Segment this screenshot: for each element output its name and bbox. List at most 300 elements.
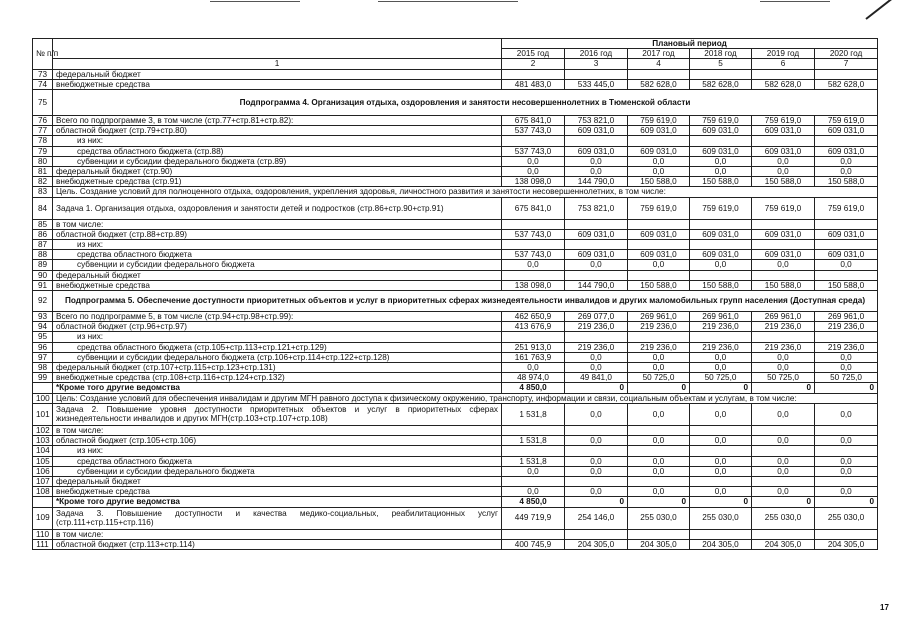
value-cell bbox=[502, 219, 565, 229]
value-cell: 48 974,0 bbox=[502, 373, 565, 383]
value-cell: 0 bbox=[815, 497, 878, 507]
value-cell: 0,0 bbox=[752, 352, 815, 362]
row-description: федеральный бюджет bbox=[53, 69, 502, 79]
row-description: внебюджетные средства bbox=[53, 487, 502, 497]
value-cell: 0,0 bbox=[628, 363, 690, 373]
value-cell bbox=[752, 446, 815, 456]
row-number: 76 bbox=[33, 116, 53, 126]
row-description: средства областного бюджета (стр.88) bbox=[53, 146, 502, 156]
value-cell: 0,0 bbox=[502, 167, 565, 177]
value-cell bbox=[502, 425, 565, 435]
value-cell: 150 588,0 bbox=[628, 177, 690, 187]
value-cell: 144 790,0 bbox=[565, 280, 628, 290]
value-cell bbox=[628, 240, 690, 250]
value-cell: 0,0 bbox=[752, 456, 815, 466]
value-cell: 759 619,0 bbox=[628, 197, 690, 219]
value-cell: 255 030,0 bbox=[628, 507, 690, 529]
value-cell: 219 236,0 bbox=[690, 342, 752, 352]
value-cell bbox=[628, 529, 690, 539]
value-cell: 0,0 bbox=[690, 466, 752, 476]
value-cell: 269 961,0 bbox=[628, 312, 690, 322]
budget-table bbox=[32, 38, 878, 550]
row-number: 82 bbox=[33, 177, 53, 187]
row-number: 91 bbox=[33, 280, 53, 290]
value-cell bbox=[565, 136, 628, 146]
value-cell: 609 031,0 bbox=[690, 126, 752, 136]
row-number bbox=[33, 497, 53, 507]
value-cell: 150 588,0 bbox=[690, 280, 752, 290]
value-cell: 0,0 bbox=[628, 456, 690, 466]
row-number: 99 bbox=[33, 373, 53, 383]
value-cell bbox=[565, 69, 628, 79]
row-number: 102 bbox=[33, 425, 53, 435]
value-cell: 582 628,0 bbox=[752, 79, 815, 89]
value-cell: 0,0 bbox=[628, 352, 690, 362]
value-cell: 759 619,0 bbox=[752, 197, 815, 219]
value-cell bbox=[690, 529, 752, 539]
value-cell: 0,0 bbox=[565, 456, 628, 466]
value-cell: 219 236,0 bbox=[815, 322, 878, 332]
value-cell: 0 bbox=[565, 383, 628, 393]
row-number: 98 bbox=[33, 363, 53, 373]
value-cell: 759 619,0 bbox=[690, 197, 752, 219]
column-number: 4 bbox=[628, 59, 690, 69]
value-cell: 0,0 bbox=[502, 487, 565, 497]
value-cell: 0,0 bbox=[565, 487, 628, 497]
value-cell bbox=[690, 219, 752, 229]
row-number: 97 bbox=[33, 352, 53, 362]
row-description: федеральный бюджет (стр.90) bbox=[53, 167, 502, 177]
subprogram-title: Подпрограмма 5. Обеспечение доступности приоритетных объектов и услуг в приоритетных сферах жизнедеятельности инвалидов и других маломобильных групп населения (Доступная среда) bbox=[53, 291, 878, 312]
value-cell: 609 031,0 bbox=[690, 146, 752, 156]
row-number: 92 bbox=[33, 291, 53, 312]
year-header: 2019 год bbox=[752, 49, 815, 59]
row-description: в том числе: bbox=[53, 425, 502, 435]
year-header: 2020 год bbox=[815, 49, 878, 59]
row-description: средства областного бюджета (стр.105+стр.113+стр.121+стр.129) bbox=[53, 342, 502, 352]
column-number: 2 bbox=[502, 59, 565, 69]
value-cell: 4 850,0 bbox=[502, 497, 565, 507]
value-cell bbox=[565, 332, 628, 342]
value-cell: 219 236,0 bbox=[565, 342, 628, 352]
value-cell: 138 098,0 bbox=[502, 280, 565, 290]
row-number: 111 bbox=[33, 539, 53, 549]
value-cell bbox=[815, 529, 878, 539]
value-cell: 609 031,0 bbox=[815, 250, 878, 260]
value-cell bbox=[628, 219, 690, 229]
value-cell: 609 031,0 bbox=[815, 146, 878, 156]
value-cell: 0,0 bbox=[690, 156, 752, 166]
value-cell: 0,0 bbox=[752, 403, 815, 425]
value-cell: 255 030,0 bbox=[815, 507, 878, 529]
value-cell: 0,0 bbox=[502, 156, 565, 166]
value-cell: 269 961,0 bbox=[815, 312, 878, 322]
value-cell: 753 821,0 bbox=[565, 116, 628, 126]
value-cell bbox=[815, 476, 878, 486]
value-cell bbox=[565, 270, 628, 280]
row-number: 86 bbox=[33, 229, 53, 239]
value-cell: 219 236,0 bbox=[752, 342, 815, 352]
value-cell: 219 236,0 bbox=[690, 322, 752, 332]
value-cell: 0,0 bbox=[690, 352, 752, 362]
value-cell: 251 913,0 bbox=[502, 342, 565, 352]
year-header: 2017 год bbox=[628, 49, 690, 59]
value-cell: 150 588,0 bbox=[815, 280, 878, 290]
value-cell: 0,0 bbox=[815, 363, 878, 373]
row-number: 85 bbox=[33, 219, 53, 229]
value-cell bbox=[752, 529, 815, 539]
value-cell: 759 619,0 bbox=[752, 116, 815, 126]
value-cell bbox=[565, 529, 628, 539]
row-description: субвенции и субсидии федерального бюджета bbox=[53, 466, 502, 476]
value-cell: 50 725,0 bbox=[815, 373, 878, 383]
value-cell: 609 031,0 bbox=[565, 229, 628, 239]
value-cell bbox=[752, 240, 815, 250]
value-cell bbox=[502, 446, 565, 456]
value-cell: 0,0 bbox=[628, 487, 690, 497]
row-number: 109 bbox=[33, 507, 53, 529]
value-cell: 150 588,0 bbox=[752, 177, 815, 187]
column-number: 5 bbox=[690, 59, 752, 69]
value-cell: 759 619,0 bbox=[628, 116, 690, 126]
value-cell: 269 077,0 bbox=[565, 312, 628, 322]
value-cell: 0,0 bbox=[752, 436, 815, 446]
row-number: 74 bbox=[33, 79, 53, 89]
row-number: 88 bbox=[33, 250, 53, 260]
value-cell: 0,0 bbox=[565, 352, 628, 362]
value-cell bbox=[502, 476, 565, 486]
value-cell: 609 031,0 bbox=[815, 126, 878, 136]
value-cell bbox=[815, 69, 878, 79]
column-number: 1 bbox=[53, 59, 502, 69]
value-cell: 204 305,0 bbox=[752, 539, 815, 549]
row-description: внебюджетные средства (стр.91) bbox=[53, 177, 502, 187]
row-number: 75 bbox=[33, 90, 53, 116]
value-cell: 0,0 bbox=[502, 363, 565, 373]
value-cell: 0,0 bbox=[690, 487, 752, 497]
value-cell: 144 790,0 bbox=[565, 177, 628, 187]
value-cell: 462 650,9 bbox=[502, 312, 565, 322]
other-departments-label: *Кроме того другие ведомства bbox=[53, 383, 502, 393]
value-cell: 582 628,0 bbox=[628, 79, 690, 89]
value-cell: 0,0 bbox=[690, 167, 752, 177]
value-cell: 609 031,0 bbox=[628, 229, 690, 239]
value-cell: 759 619,0 bbox=[690, 116, 752, 126]
task-description: Задача 1. Организация отдыха, оздоровления и занятости детей и подростков (стр.86+стр.90+стр.91) bbox=[53, 197, 502, 219]
value-cell: 50 725,0 bbox=[690, 373, 752, 383]
value-cell: 537 743,0 bbox=[502, 146, 565, 156]
row-description: средства областного бюджета bbox=[53, 456, 502, 466]
value-cell: 254 146,0 bbox=[565, 507, 628, 529]
value-cell: 150 588,0 bbox=[752, 280, 815, 290]
value-cell: 0,0 bbox=[628, 466, 690, 476]
value-cell: 150 588,0 bbox=[815, 177, 878, 187]
value-cell: 255 030,0 bbox=[752, 507, 815, 529]
value-cell bbox=[815, 136, 878, 146]
row-number: 73 bbox=[33, 69, 53, 79]
value-cell bbox=[690, 425, 752, 435]
value-cell: 269 961,0 bbox=[752, 312, 815, 322]
value-cell: 753 821,0 bbox=[565, 197, 628, 219]
row-number: 78 bbox=[33, 136, 53, 146]
value-cell bbox=[628, 270, 690, 280]
value-cell: 138 098,0 bbox=[502, 177, 565, 187]
value-cell: 0 bbox=[628, 497, 690, 507]
year-header: 2018 год bbox=[690, 49, 752, 59]
value-cell: 609 031,0 bbox=[752, 229, 815, 239]
value-cell: 609 031,0 bbox=[690, 250, 752, 260]
value-cell: 0,0 bbox=[752, 487, 815, 497]
value-cell bbox=[565, 425, 628, 435]
value-cell bbox=[752, 270, 815, 280]
page-number: 17 bbox=[880, 603, 889, 612]
value-cell: 0,0 bbox=[815, 156, 878, 166]
task-description: Задача 2. Повышение уровня доступности приоритетных объектов и услуг в приоритетных сферах жизнедеятельности инвалидов и других МГН(стр.103+стр.107+стр.108) bbox=[53, 403, 502, 425]
value-cell bbox=[502, 529, 565, 539]
value-cell: 0,0 bbox=[628, 260, 690, 270]
column-number: 6 bbox=[752, 59, 815, 69]
value-cell: 609 031,0 bbox=[628, 250, 690, 260]
value-cell: 0,0 bbox=[628, 156, 690, 166]
value-cell: 49 841,0 bbox=[565, 373, 628, 383]
value-cell: 50 725,0 bbox=[752, 373, 815, 383]
value-cell: 0 bbox=[628, 383, 690, 393]
value-cell bbox=[815, 332, 878, 342]
value-cell: 0,0 bbox=[752, 260, 815, 270]
row-number: 87 bbox=[33, 240, 53, 250]
row-description: федеральный бюджет (стр.107+стр.115+стр.123+стр.131) bbox=[53, 363, 502, 373]
row-number: 95 bbox=[33, 332, 53, 342]
row-number: 94 bbox=[33, 322, 53, 332]
top-scan-line bbox=[378, 1, 518, 2]
value-cell: 481 483,0 bbox=[502, 79, 565, 89]
value-cell bbox=[690, 446, 752, 456]
value-cell: 204 305,0 bbox=[690, 539, 752, 549]
row-description: федеральный бюджет bbox=[53, 476, 502, 486]
row-description: субвенции и субсидии федерального бюджета (стр.89) bbox=[53, 156, 502, 166]
value-cell: 0 bbox=[752, 497, 815, 507]
row-description: областной бюджет (стр.88+стр.89) bbox=[53, 229, 502, 239]
row-description: областной бюджет (стр.79+стр.80) bbox=[53, 126, 502, 136]
row-description: из них: bbox=[53, 332, 502, 342]
value-cell: 0,0 bbox=[815, 167, 878, 177]
planned-period-header: Плановый период bbox=[502, 39, 878, 49]
row-description: Всего по подпрограмме 5, в том числе (стр.94+стр.98+стр.99): bbox=[53, 312, 502, 322]
value-cell bbox=[815, 446, 878, 456]
value-cell: 204 305,0 bbox=[628, 539, 690, 549]
value-cell: 0,0 bbox=[815, 436, 878, 446]
row-number: 83 bbox=[33, 187, 53, 197]
row-description: федеральный бюджет bbox=[53, 270, 502, 280]
value-cell: 0,0 bbox=[628, 167, 690, 177]
value-cell bbox=[690, 476, 752, 486]
row-number: 107 bbox=[33, 476, 53, 486]
value-cell: 0,0 bbox=[565, 436, 628, 446]
value-cell: 537 743,0 bbox=[502, 229, 565, 239]
row-number: 80 bbox=[33, 156, 53, 166]
value-cell: 0,0 bbox=[565, 260, 628, 270]
value-cell: 609 031,0 bbox=[752, 250, 815, 260]
value-cell: 582 628,0 bbox=[815, 79, 878, 89]
value-cell bbox=[565, 476, 628, 486]
column-number: 7 bbox=[815, 59, 878, 69]
row-number: 100 bbox=[33, 393, 53, 403]
row-number: 81 bbox=[33, 167, 53, 177]
row-description: областной бюджет (стр.96+стр.97) bbox=[53, 322, 502, 332]
row-number: 104 bbox=[33, 446, 53, 456]
value-cell: 0 bbox=[565, 497, 628, 507]
value-cell: 400 745,9 bbox=[502, 539, 565, 549]
row-number: 106 bbox=[33, 466, 53, 476]
row-number: 93 bbox=[33, 312, 53, 322]
value-cell: 0,0 bbox=[565, 167, 628, 177]
corner-pen-stroke bbox=[865, 0, 893, 20]
value-cell: 0,0 bbox=[690, 436, 752, 446]
value-cell: 0,0 bbox=[815, 487, 878, 497]
value-cell bbox=[815, 270, 878, 280]
task-description: Задача 3. Повышение доступности и качества медико-социальных, реабилитационных услуг (стр.111+стр.115+стр.116) bbox=[53, 507, 502, 529]
value-cell: 0,0 bbox=[502, 466, 565, 476]
value-cell: 1 531,8 bbox=[502, 436, 565, 446]
row-description: из них: bbox=[53, 240, 502, 250]
year-header: 2016 год bbox=[565, 49, 628, 59]
row-description: внебюджетные средства bbox=[53, 280, 502, 290]
value-cell: 0,0 bbox=[628, 436, 690, 446]
value-cell: 0,0 bbox=[628, 403, 690, 425]
value-cell: 413 676,9 bbox=[502, 322, 565, 332]
value-cell: 0 bbox=[815, 383, 878, 393]
value-cell bbox=[502, 69, 565, 79]
value-cell bbox=[565, 240, 628, 250]
row-description: внебюджетные средства (стр.108+стр.116+стр.124+стр.132) bbox=[53, 373, 502, 383]
row-description: из них: bbox=[53, 446, 502, 456]
value-cell bbox=[628, 476, 690, 486]
value-cell bbox=[752, 425, 815, 435]
value-cell: 0 bbox=[690, 497, 752, 507]
value-cell: 219 236,0 bbox=[815, 342, 878, 352]
value-cell bbox=[815, 425, 878, 435]
value-cell bbox=[628, 425, 690, 435]
value-cell bbox=[815, 240, 878, 250]
value-cell bbox=[690, 69, 752, 79]
other-departments-label: *Кроме того другие ведомства bbox=[53, 497, 502, 507]
row-number: 103 bbox=[33, 436, 53, 446]
value-cell: 0 bbox=[690, 383, 752, 393]
value-cell bbox=[752, 332, 815, 342]
row-number: 101 bbox=[33, 403, 53, 425]
top-scan-line bbox=[210, 1, 300, 2]
value-cell: 609 031,0 bbox=[628, 146, 690, 156]
value-cell: 269 961,0 bbox=[690, 312, 752, 322]
value-cell: 0,0 bbox=[815, 352, 878, 362]
value-cell: 609 031,0 bbox=[565, 146, 628, 156]
value-cell: 0 bbox=[752, 383, 815, 393]
value-cell: 219 236,0 bbox=[628, 322, 690, 332]
value-cell: 0,0 bbox=[565, 363, 628, 373]
value-cell: 759 619,0 bbox=[815, 197, 878, 219]
value-cell: 0,0 bbox=[690, 260, 752, 270]
description-header bbox=[53, 39, 502, 59]
value-cell: 609 031,0 bbox=[752, 146, 815, 156]
row-description: Всего по подпрограмме 3, в том числе (стр.77+стр.81+стр.82): bbox=[53, 116, 502, 126]
value-cell: 533 445,0 bbox=[565, 79, 628, 89]
value-cell bbox=[752, 69, 815, 79]
value-cell: 609 031,0 bbox=[815, 229, 878, 239]
value-cell: 0,0 bbox=[690, 456, 752, 466]
row-number: 105 bbox=[33, 456, 53, 466]
value-cell: 0,0 bbox=[690, 363, 752, 373]
value-cell: 0,0 bbox=[752, 466, 815, 476]
value-cell bbox=[690, 240, 752, 250]
value-cell: 1 531,8 bbox=[502, 456, 565, 466]
value-cell: 0,0 bbox=[565, 403, 628, 425]
value-cell: 0,0 bbox=[565, 156, 628, 166]
value-cell bbox=[502, 332, 565, 342]
value-cell: 0,0 bbox=[690, 403, 752, 425]
value-cell bbox=[690, 332, 752, 342]
value-cell bbox=[565, 219, 628, 229]
value-cell: 0,0 bbox=[815, 403, 878, 425]
row-description: областной бюджет (стр.113+стр.114) bbox=[53, 539, 502, 549]
row-description: внебюджетные средства bbox=[53, 79, 502, 89]
value-cell bbox=[815, 219, 878, 229]
row-description: областной бюджет (стр.105+стр.106) bbox=[53, 436, 502, 446]
value-cell: 675 841,0 bbox=[502, 197, 565, 219]
value-cell: 204 305,0 bbox=[815, 539, 878, 549]
value-cell: 582 628,0 bbox=[690, 79, 752, 89]
goal-row-text: Цель. Создание условий для полноценного отдыха, оздоровления, укрепления здоровья, личностного развития и занятости несовершеннолетних, в том числе: bbox=[53, 187, 878, 197]
value-cell bbox=[628, 136, 690, 146]
row-number-header: № п/п bbox=[33, 39, 53, 70]
value-cell: 1 531,8 bbox=[502, 403, 565, 425]
value-cell bbox=[628, 446, 690, 456]
row-number: 90 bbox=[33, 270, 53, 280]
value-cell: 0,0 bbox=[752, 363, 815, 373]
value-cell: 675 841,0 bbox=[502, 116, 565, 126]
row-number bbox=[33, 383, 53, 393]
value-cell: 255 030,0 bbox=[690, 507, 752, 529]
row-number: 96 bbox=[33, 342, 53, 352]
subprogram-title: Подпрограмма 4. Организация отдыха, оздоровления и занятости несовершеннолетних в Тюменской области bbox=[53, 90, 878, 116]
value-cell: 609 031,0 bbox=[752, 126, 815, 136]
value-cell: 150 588,0 bbox=[628, 280, 690, 290]
value-cell bbox=[565, 446, 628, 456]
value-cell: 219 236,0 bbox=[752, 322, 815, 332]
value-cell: 50 725,0 bbox=[628, 373, 690, 383]
row-number: 89 bbox=[33, 260, 53, 270]
value-cell: 0,0 bbox=[565, 466, 628, 476]
row-number: 84 bbox=[33, 197, 53, 219]
value-cell bbox=[502, 136, 565, 146]
value-cell: 219 236,0 bbox=[565, 322, 628, 332]
row-description: из них: bbox=[53, 136, 502, 146]
value-cell: 609 031,0 bbox=[565, 126, 628, 136]
row-number: 108 bbox=[33, 487, 53, 497]
value-cell: 609 031,0 bbox=[565, 250, 628, 260]
value-cell: 161 763,9 bbox=[502, 352, 565, 362]
value-cell: 204 305,0 bbox=[565, 539, 628, 549]
value-cell: 0,0 bbox=[752, 156, 815, 166]
value-cell: 0,0 bbox=[752, 167, 815, 177]
value-cell bbox=[752, 476, 815, 486]
row-description: в том числе: bbox=[53, 529, 502, 539]
value-cell: 219 236,0 bbox=[628, 342, 690, 352]
value-cell bbox=[690, 136, 752, 146]
value-cell: 0,0 bbox=[502, 260, 565, 270]
row-description: субвенции и субсидии федерального бюджета bbox=[53, 260, 502, 270]
row-description: субвенции и субсидии федерального бюджета (стр.106+стр.114+стр.122+стр.128) bbox=[53, 352, 502, 362]
year-header: 2015 год bbox=[502, 49, 565, 59]
